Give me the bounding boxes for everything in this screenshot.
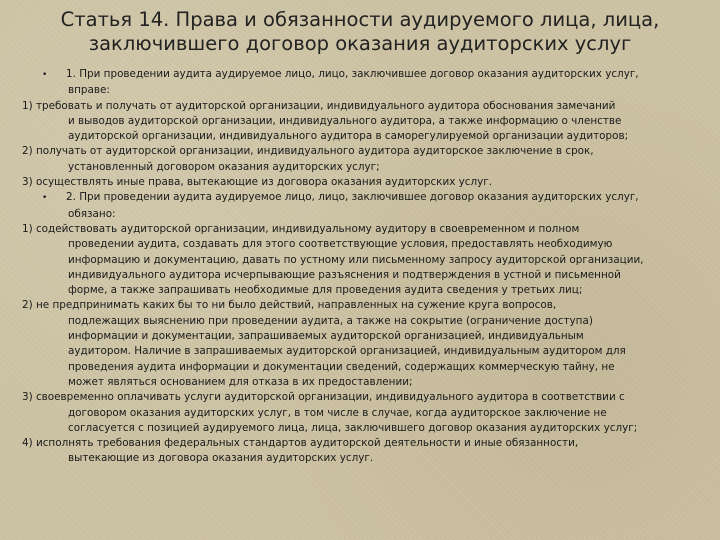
bullet-paragraph-duties <box>22 190 698 222</box>
paragraph-line: 2) не предпринимать каких бы то ни было действий, направленных на сужение круга вопросов, <box>22 299 557 312</box>
article-text <box>22 67 698 467</box>
paragraph-line: аудитором. Наличие в запрашиваемых аудиторской организацией, индивидуальным аудитором для <box>68 345 626 358</box>
paragraph-line: 2) получать от аудиторской организации, индивидуального аудитора аудиторское заключение в срок, <box>22 145 594 158</box>
paragraph-line: проведения аудита информации и документации сведений, содержащих коммерческую тайну, не <box>68 360 615 373</box>
slide-title <box>40 8 680 56</box>
bullet-icon: • <box>42 193 48 204</box>
bullet-icon: • <box>42 70 48 80</box>
title-line-1: Статья 14. Права и обязанности аудируемого лица, лица, <box>60 8 660 31</box>
list-item <box>22 99 698 145</box>
paragraph-line: подлежащих выяснению при проведении аудита, а также на сокрытие (ограничение доступа) <box>68 314 593 327</box>
list-item <box>22 222 698 298</box>
paragraph-line: информацию и документацию, давать по устному или письменному запросу аудиторской организации, <box>68 253 644 266</box>
paragraph-line: информации и документации, запрашиваемых аудиторской организацией, индивидуальным <box>68 330 584 343</box>
paragraph-line: форме, а также запрашивать необходимые для проведения аудита сведения у третьих лиц; <box>68 284 583 297</box>
bullet-paragraph-rights <box>22 67 698 99</box>
paragraph-line: договором оказания аудиторских услуг, в том числе в случае, когда аудиторское заключение не <box>68 406 607 419</box>
paragraph-line: вправе: <box>68 84 110 97</box>
paragraph-line: 4) исполнять требования федеральных стандартов аудиторской деятельности и иные обязанности, <box>22 437 579 450</box>
list-item <box>22 175 698 190</box>
paragraph-line: согласуется с позицией аудируемого лица, лица, заключившего договор оказания аудиторских услуг; <box>68 421 638 434</box>
list-item <box>22 144 698 175</box>
paragraph-line: вытекающие из договора оказания аудиторских услуг. <box>68 452 374 465</box>
paragraph-line: 1) содействовать аудиторской организации, индивидуальному аудитору в своевременном и полном <box>22 222 580 235</box>
paragraph-line: проведении аудита, создавать для этого соответствующие условия, предоставлять необходимую <box>68 238 613 251</box>
paragraph-line: аудиторской организации, индивидуального аудитора в саморегулируемой организации аудиторов; <box>68 130 629 143</box>
list-item <box>22 390 698 436</box>
paragraph-line: обязано: <box>68 207 116 220</box>
title-line-2: заключившего договор оказания аудиторских услуг <box>88 32 632 55</box>
paragraph-line: и выводов аудиторской организации, индивидуального аудитора, а также информацию о членстве <box>68 114 622 127</box>
paragraph-line: 3) осуществлять иные права, вытекающие из договора оказания аудиторских услуг. <box>22 176 493 189</box>
paragraph-line: 1) требовать и получать от аудиторской организации, индивидуального аудитора обоснования замечаний <box>22 99 616 112</box>
paragraph-line: индивидуального аудитора исчерпывающие разъяснения и подтверждения в устной и письменной <box>68 268 621 281</box>
paragraph-line: 3) своевременно оплачивать услуги аудиторской организации, индивидуального аудитора в соответствии с <box>22 391 625 404</box>
paragraph-line: 2. При проведении аудита аудируемое лицо, лицо, заключившее договор оказания аудиторских услуг, <box>66 191 639 204</box>
paragraph-line: установленный договором оказания аудиторских услуг; <box>68 160 380 173</box>
paragraph-line: может являться основанием для отказа в их предоставлении; <box>68 375 413 388</box>
list-item <box>22 436 698 467</box>
paragraph-line: 1. При проведении аудита аудируемое лицо, лицо, заключившее договор оказания аудиторских услуг, <box>66 68 639 80</box>
list-item <box>22 298 698 390</box>
